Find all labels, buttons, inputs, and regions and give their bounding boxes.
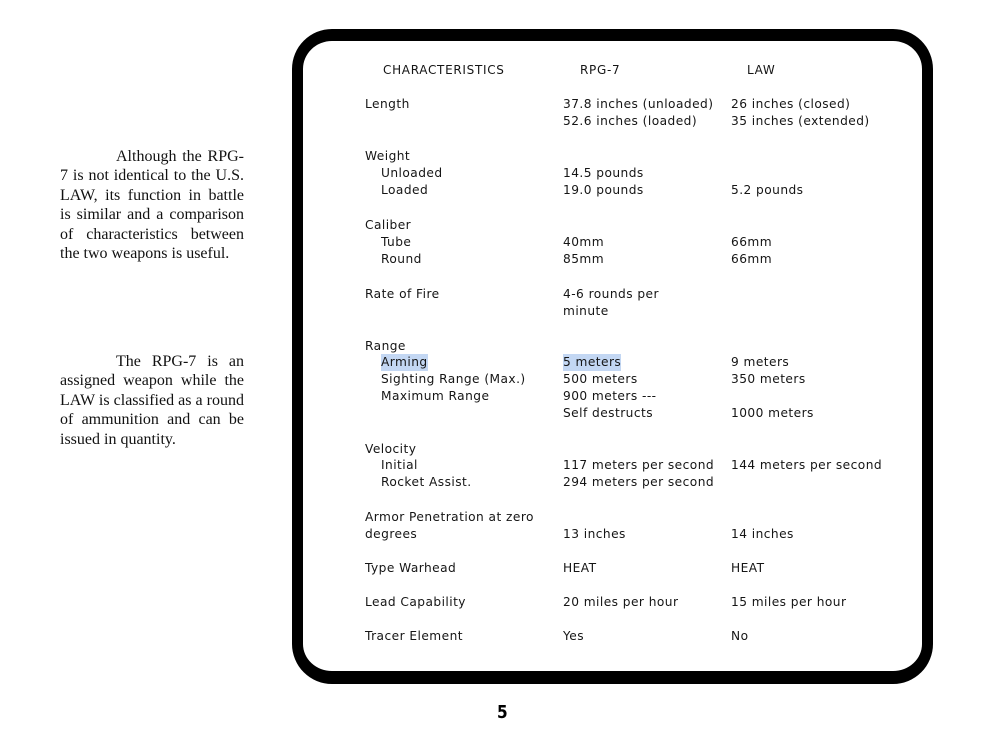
sub-label-sighting-range: Sighting Range (Max.): [381, 372, 526, 386]
cell-law-caliber-tube: 66mm: [731, 235, 773, 249]
row-label-lead-capability: Lead Capability: [365, 595, 466, 609]
cell-law-caliber-round: 66mm: [731, 252, 773, 266]
sub-label-unloaded: Unloaded: [381, 166, 443, 180]
row-label-range: Range: [365, 339, 406, 353]
intro-paragraph-1-text: Although the RPG-7 is not identical to the U.S. LAW, its function in battle is similar and a comparison of characteristics between the two weapons is useful.: [60, 148, 244, 263]
cell-rpg7-range-self-destructs: Self destructs: [563, 406, 654, 420]
cell-law-range-maximum: 1000 meters: [731, 406, 814, 420]
intro-paragraph-2-text: The RPG-7 is an assigned weapon while the LAW is classified as a round of ammunition and can be issued in quantity.: [60, 353, 244, 448]
cell-rpg7-armor-penetration: 13 inches: [563, 527, 626, 541]
cell-law-velocity-initial: 144 meters per second: [731, 458, 883, 472]
cell-rpg7-range-arming: 5 meters: [563, 355, 622, 369]
cell-rpg7-weight-loaded: 19.0 pounds: [563, 183, 644, 197]
row-label-type-warhead: Type Warhead: [365, 561, 457, 575]
sub-label-initial: Initial: [381, 458, 418, 472]
cell-rpg7-type-warhead: HEAT: [563, 561, 597, 575]
sub-label-arming: Arming: [381, 355, 428, 369]
cell-rpg7-caliber-tube: 40mm: [563, 235, 605, 249]
header-law: LAW: [747, 63, 776, 77]
cell-rpg7-weight-unloaded: 14.5 pounds: [563, 166, 644, 180]
intro-paragraph-1: [60, 147, 244, 263]
cell-law-range-sighting: 350 meters: [731, 372, 806, 386]
cell-rpg7-velocity-initial: 117 meters per second: [563, 458, 715, 472]
sub-label-maximum-range: Maximum Range: [381, 389, 490, 403]
row-label-rate-of-fire: Rate of Fire: [365, 287, 440, 301]
cell-rpg7-velocity-rocket-assist: 294 meters per second: [563, 475, 715, 489]
sub-label-tube: Tube: [381, 235, 412, 249]
row-label-velocity: Velocity: [365, 442, 417, 456]
page-number: 5: [496, 702, 508, 723]
cell-law-weight-loaded: 5.2 pounds: [731, 183, 804, 197]
cell-law-length-1: 26 inches (closed): [731, 97, 851, 111]
sub-label-round: Round: [381, 252, 422, 266]
cell-rpg7-range-sighting: 500 meters: [563, 372, 638, 386]
cell-law-range-arming: 9 meters: [731, 355, 790, 369]
row-label-caliber: Caliber: [365, 218, 412, 232]
cell-law-type-warhead: HEAT: [731, 561, 765, 575]
cell-rpg7-rate-2: minute: [563, 304, 609, 318]
row-label-weight: Weight: [365, 149, 411, 163]
cell-rpg7-range-maximum: 900 meters ---: [563, 389, 657, 403]
row-label-armor-penetration-2: degrees: [365, 527, 418, 541]
row-label-tracer-element: Tracer Element: [365, 629, 463, 643]
row-label-armor-penetration-1: Armor Penetration at zero: [365, 510, 534, 524]
cell-rpg7-tracer-element: Yes: [563, 629, 585, 643]
cell-rpg7-length-2: 52.6 inches (loaded): [563, 114, 698, 128]
cell-law-length-2: 35 inches (extended): [731, 114, 870, 128]
cell-law-lead-capability: 15 miles per hour: [731, 595, 847, 609]
sub-label-rocket-assist: Rocket Assist.: [381, 475, 472, 489]
cell-rpg7-caliber-round: 85mm: [563, 252, 605, 266]
sub-label-loaded: Loaded: [381, 183, 429, 197]
cell-rpg7-length-1: 37.8 inches (unloaded): [563, 97, 714, 111]
row-label-length: Length: [365, 97, 410, 111]
cell-law-armor-penetration: 14 inches: [731, 527, 794, 541]
intro-paragraph-2: [60, 352, 244, 449]
cell-rpg7-rate-1: 4-6 rounds per: [563, 287, 659, 301]
cell-law-tracer-element: No: [731, 629, 749, 643]
header-rpg7: RPG-7: [580, 63, 621, 77]
cell-rpg7-lead-capability: 20 miles per hour: [563, 595, 679, 609]
header-characteristics: CHARACTERISTICS: [383, 63, 505, 77]
